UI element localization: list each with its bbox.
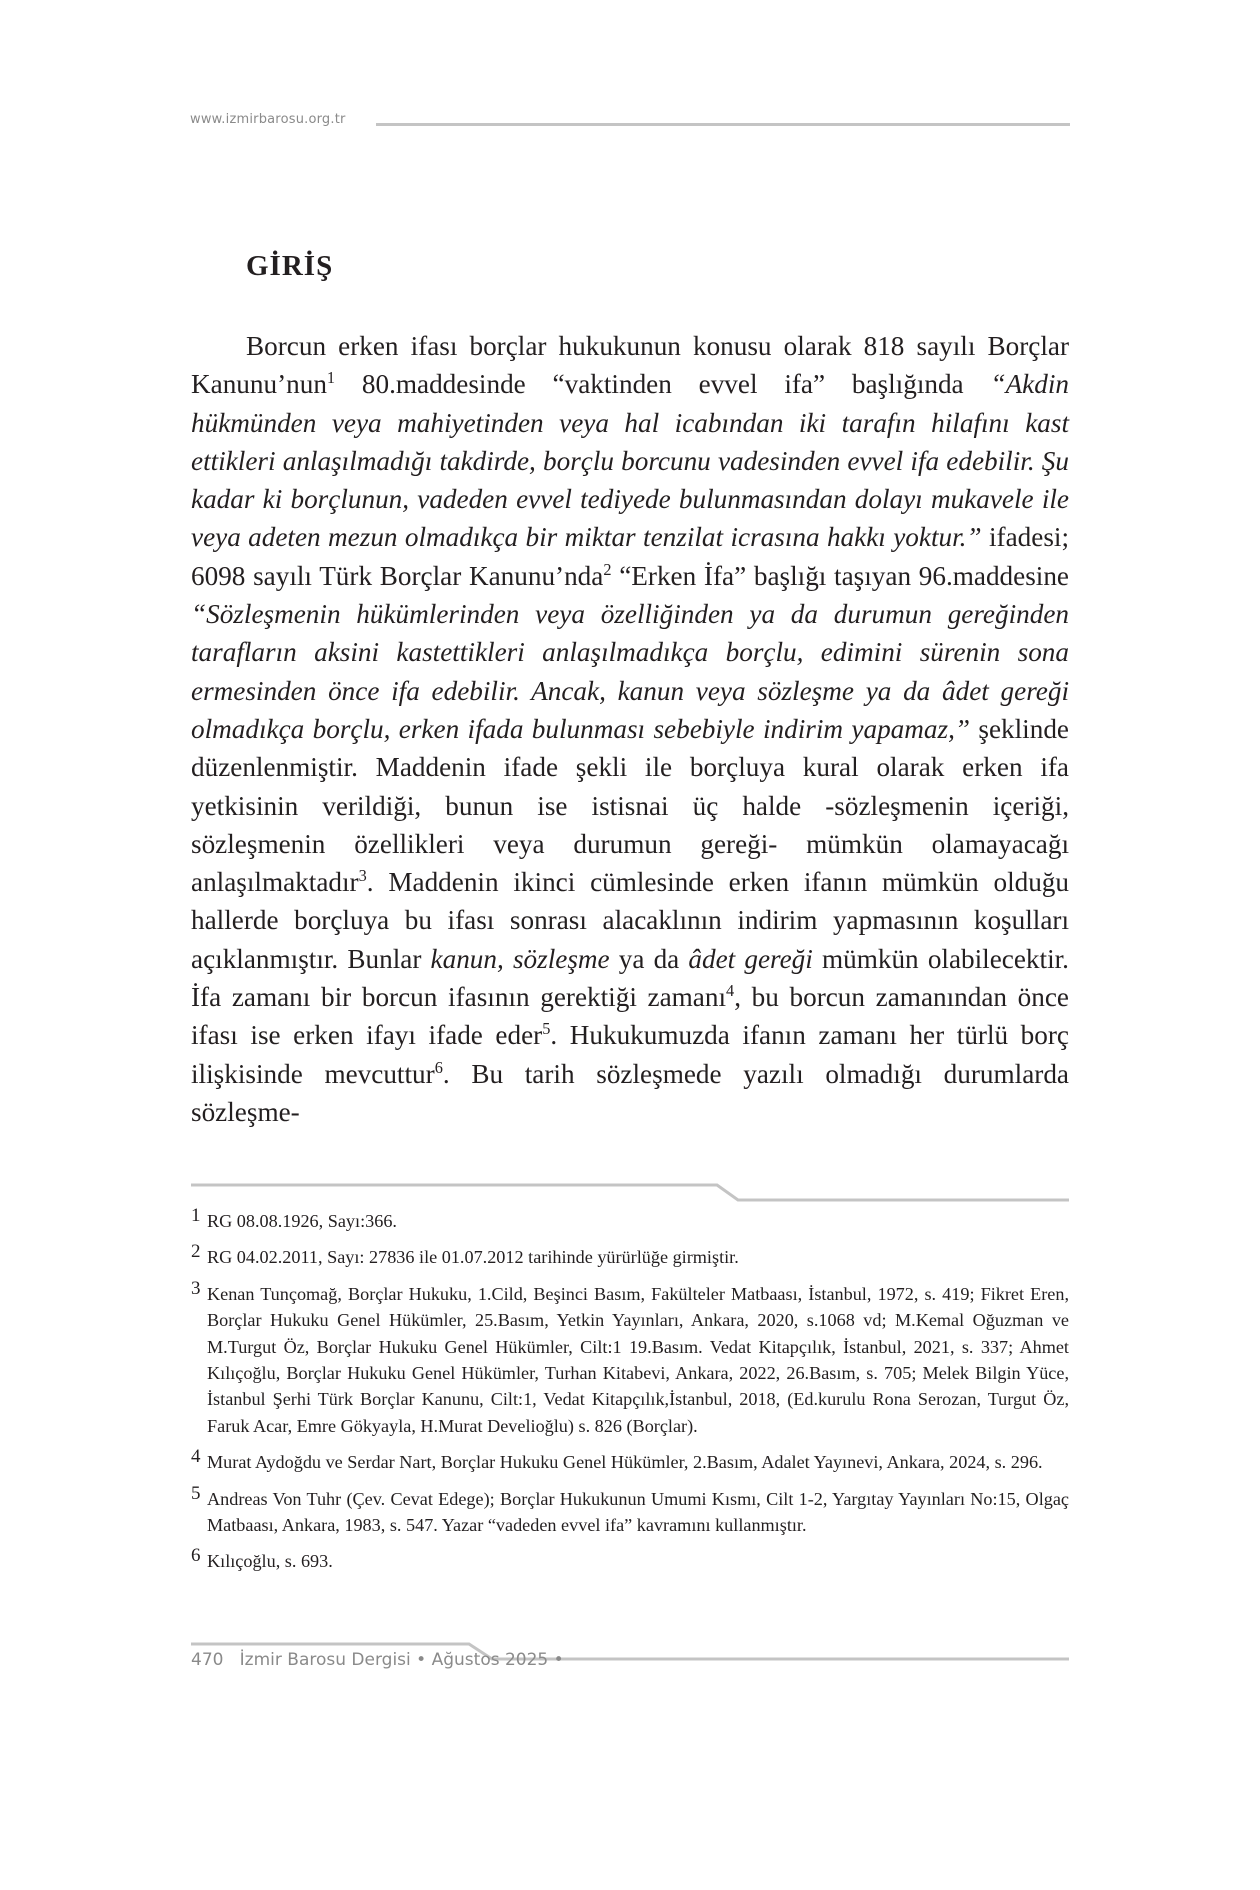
- footnote-separator: [191, 1182, 1069, 1206]
- text-run: mümkün olabilecektir. İfa zamanı bir borcun ifasının gerektiği zamanı: [191, 943, 1069, 1013]
- footnote-text: Kenan Tunçomağ, Borçlar Hukuku, 1.Cild, Beşinci Basım, Fakülteler Matbaası, İstanbul, 1972, s. 419; Fikret Eren, Borçlar Hukuku Genel Hükümler, 25.Basım, Yetkin Yayınları, Ankara, 2020, s.1068 vd; M.Kemal Oğuzman ve M.Turgut Öz, Borçlar Hukuku Genel Hükümler, Cilt:1 19.Basım. Vedat Kitapçılık, İstanbul, 2021, s. 337; Ahmet Kılıçoğlu, Borçlar Hukuku Genel Hükümler, Turhan Kitabevi, Ankara, 2022, 26.Basım, s. 705; Melek Bilgin Yüce, İstanbul Şerhi Türk Borçlar Kanunu, Cilt:1, Vedat Kitapçılık,İstanbul, 2018, (Ed.kurulu Rona Serozan, Turgut Öz, Faruk Acar, Emre Gökyayla, H.Murat Develioğlu) s. 826 (Borçlar).: [207, 1283, 1069, 1436]
- footnote-text: RG 04.02.2011, Sayı: 27836 ile 01.07.2012 tarihinde yürürlüğe girmiştir.: [207, 1247, 739, 1268]
- footnote-ref-3[interactable]: 3: [358, 866, 367, 886]
- section-heading: GİRİŞ: [246, 250, 334, 282]
- footnote-3: [191, 1277, 1069, 1439]
- footnote-2: [191, 1241, 1069, 1270]
- text-run: . Bu tarih sözleşmede yazılı olmadığı durumlarda sözleşme-: [191, 1058, 1069, 1127]
- footnote-number: 6: [191, 1545, 201, 1567]
- footnote-ref-5[interactable]: 5: [542, 1019, 551, 1039]
- footnote-4: [191, 1446, 1069, 1475]
- footnote-number: 3: [191, 1277, 201, 1299]
- footnote-text: Andreas Von Tuhr (Çev. Cevat Edege); Borçlar Hukukunun Umumi Kısmı, Cilt 1-2, Yargıtay Yayınları No:15, Olgaç Matbaası, Ankara, 1983, s. 547. Yazar “vadeden evvel ifa” kavramını kullanmıştır.: [207, 1488, 1069, 1536]
- footnote-text: Kılıçoğlu, s. 693.: [207, 1551, 333, 1572]
- footnote-ref-2[interactable]: 2: [603, 559, 612, 579]
- issue-date: Ağustos 2025: [431, 1650, 549, 1670]
- header-url: www.izmirbarosu.org.tr: [190, 112, 346, 127]
- italic-term: âdet gereği: [688, 943, 813, 974]
- body-text: [191, 327, 1069, 1131]
- footer-text: [191, 1650, 564, 1670]
- footnote-ref-6[interactable]: 6: [434, 1057, 443, 1077]
- italic-term: kanun, sözleşme: [430, 943, 610, 974]
- footnotes: [191, 1205, 1069, 1585]
- text-run: , bu borcun zamanından önce ifası ise erken ifayı ifade eder: [191, 982, 1069, 1051]
- footnote-ref-4[interactable]: 4: [726, 980, 735, 1000]
- footnote-text: RG 08.08.1926, Sayı:366.: [207, 1211, 397, 1231]
- footnote-number: 4: [191, 1446, 201, 1468]
- running-header: [190, 112, 1070, 132]
- footnote-1: [191, 1205, 1069, 1234]
- footnote-number: 2: [191, 1241, 201, 1263]
- journal-name: İzmir Barosu Dergisi: [239, 1650, 411, 1670]
- quoted-article-6098: “Sözleşmenin hükümlerinden veya özelliğinden ya da durumun gereğinden tarafların aksini kastettikleri anlaşılmadıkça borçlu, edimini sürenin sona ermesinden önce ifa edebilir. Ancak, kanun veya sözleşme ya da âdet gereği olmadıkça borçlu, erken ifada bulunması sebebiyle indirim yapamaz,”: [191, 599, 1069, 744]
- footnote-6: [191, 1545, 1069, 1574]
- text-run: şeklinde düzenlenmiştir. Maddenin ifade şekli ile borçluya kural olarak erken ifa yetkisinin verildiği, bunun ise istisnai üç halde -sözleşmenin içeriği, sözleşmenin özellikleri veya durumun gereği- mümkün olamayacağı anlaşılmaktadır: [191, 713, 1069, 898]
- text-run: Borcun erken ifası borçlar hukukunun konusu olarak 818 sayılı Borçlar Kanunu’nun: [191, 331, 1069, 400]
- bullet-separator: •: [416, 1650, 427, 1670]
- footnote-text: Murat Aydoğdu ve Serdar Nart, Borçlar Hukuku Genel Hükümler, 2.Basım, Adalet Yayınevi, Ankara, 2024, s. 296.: [207, 1452, 1043, 1473]
- running-footer: [191, 1642, 1069, 1672]
- footnote-number: 1: [191, 1205, 201, 1226]
- page-number: 470: [191, 1650, 224, 1670]
- header-rule: [376, 123, 1070, 126]
- text-run: . Hukukumuzda ifanın zamanı her türlü borç ilişkisinde mevcuttur: [191, 1020, 1069, 1089]
- footnote-number: 5: [191, 1482, 201, 1504]
- text-run: 80.maddesinde “vaktinden evvel ifa” başlığında: [335, 369, 991, 400]
- paragraph: [191, 327, 1069, 1131]
- bullet-separator: •: [553, 1650, 564, 1670]
- text-run: ifadesi; 6098 sayılı Türk Borçlar Kanunu’nda: [191, 522, 1070, 591]
- footnote-ref-1[interactable]: 1: [326, 368, 336, 388]
- footnote-5: [191, 1482, 1069, 1539]
- text-run: “Erken İfa” başlığı taşıyan 96.maddesine: [611, 560, 1069, 591]
- text-run: ya da: [609, 943, 689, 974]
- text-run: . Maddenin ikinci cümlesinde erken ifanın mümkün olduğu hallerde borçluya bu ifası sonrası alacaklının indirim yapmasının koşulları açıklanmıştır. Bunlar: [191, 867, 1069, 974]
- quoted-article-818: “Akdin hükmünden veya mahiyetinden veya hal icabından iki tarafın hilafını kast ettikleri anlaşılmadığı takdirde, borçlu borcunu vadesinden evvel ifa edebilir. Şu kadar ki borçlunun, vadeden evvel tediyede bulunmasından dolayı mukavele ile veya adeten mezun olmadıkça bir miktar tenzilat icrasına hakkı yoktur.”: [191, 369, 1069, 553]
